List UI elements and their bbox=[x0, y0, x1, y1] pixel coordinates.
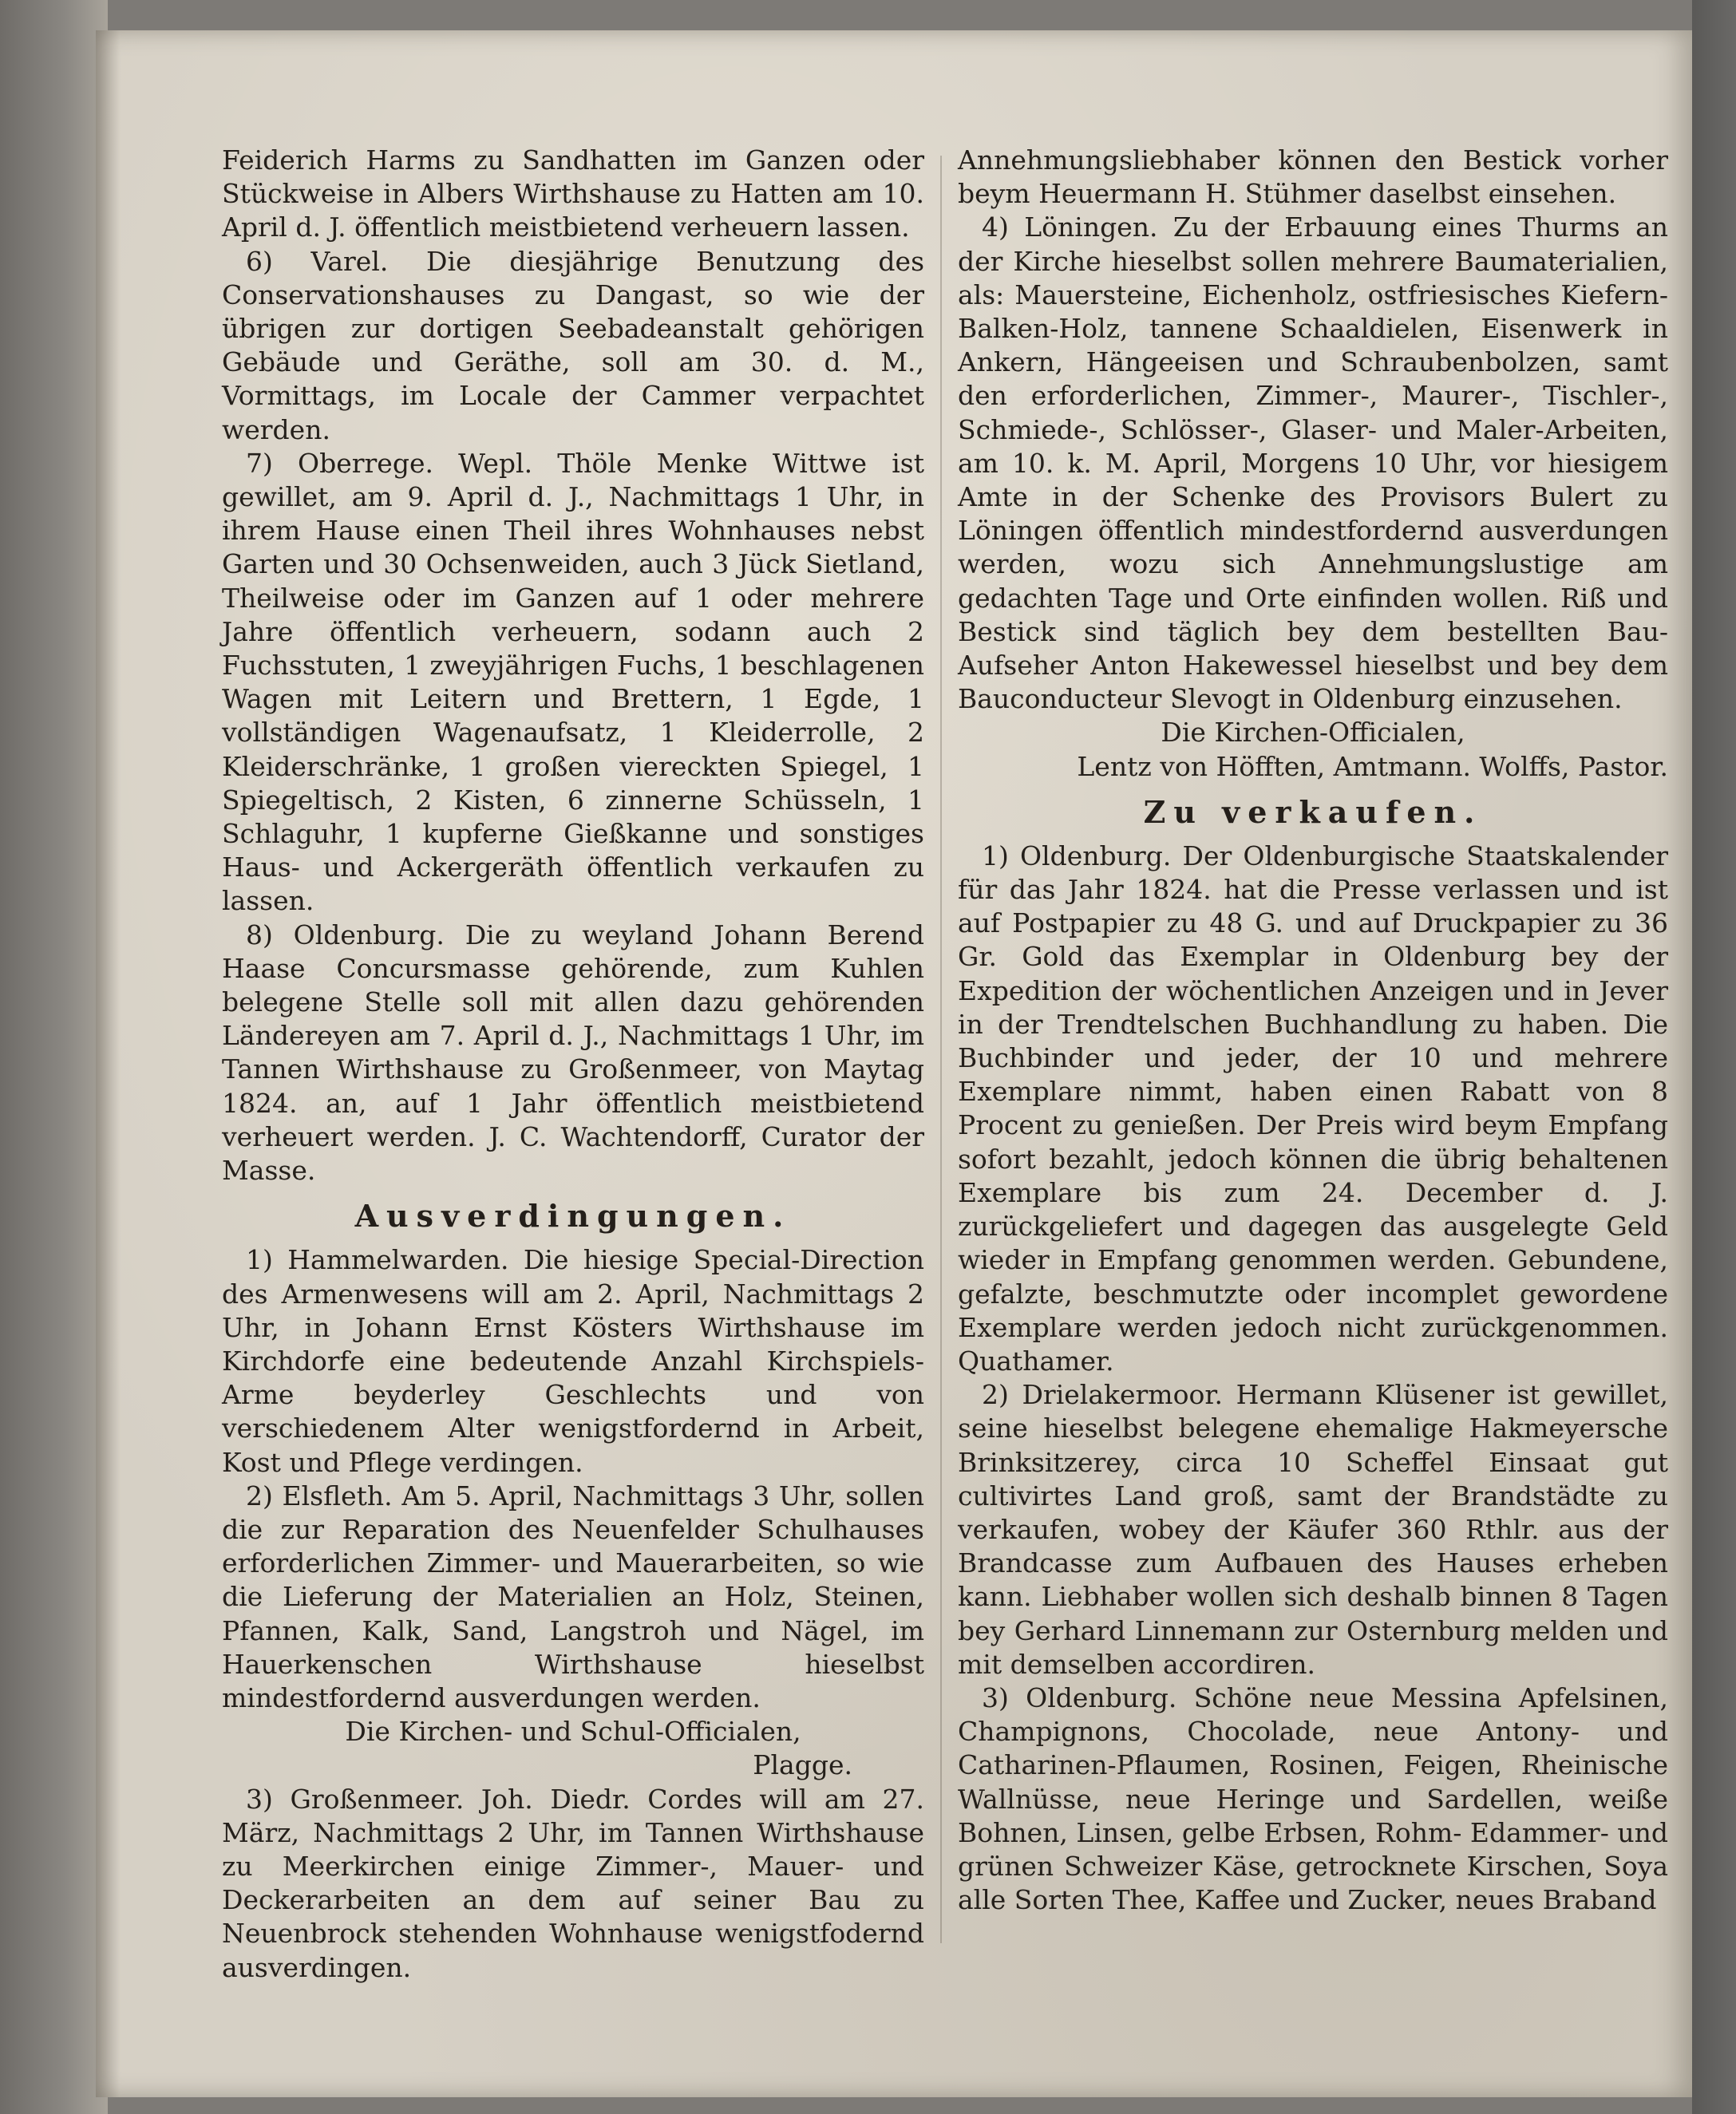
scan-background-right bbox=[1692, 0, 1736, 2114]
notice-loeningen: 4) Löningen. Zu der Erbauung eines Thurms an der Kirche hieselbst sollen mehrere Baumaterialien, als: Mauersteine, Eichenholz, ostfriesisches Kiefern-Balken-Holz, tannene Schaaldielen, Eisenwerk in Ankern, Hängeeisen und Schraubenbolzen, samt den erforderlichen, Zimmer-, Maurer-, Tischler-, Schmiede-, Schlösser-, Glaser- und Maler-Arbeiten, am 10. k. M. April, Morgens 10 Uhr, vor hiesigem Amte in der Schenke des Provisors Bulert zu Löningen öffentlich mindestfordernd ausverdungen werden, wozu sich Annehmungslustige am gedachten Tage und Orte einfinden wollen. Riß und Bestick sind täglich bey dem bestellten Bau-Aufseher Anton Hakewessel hieselbst und bey dem Bauconducteur Slevogt in Oldenburg einzusehen. bbox=[958, 211, 1668, 715]
signature-kirchen-officialen: Die Kirchen-Officialen, bbox=[1161, 717, 1465, 749]
notice-elsfleth: 2) Elsfleth. Am 5. April, Nachmittags 3 Uhr, sollen die zur Reparation des Neuenfelder Schulhauses erforderlichen Zimmer- und Mauerarbeiten, so wie die Lieferung der Materialien an Holz, Steinen, Pfannen, Kalk, Sand, Langstroh und Nägel, im Hauerkenschen Wirthshause hieselbst mindestfordernd ausverdungen werden. bbox=[222, 1480, 924, 1713]
notice-drielakermoor: 2) Drielakermoor. Hermann Klüsener ist gewillet, seine hieselbst belegene ehemalige Hakmeyersche Brinksitzerey, circa 10 Scheffel Einsaat gut cultivirtes Land groß, samt der Brandstädte zu verkaufen, wobey der Käufer 360 Rthlr. aus der Brandcasse zum Aufbauen des Hauses erheben kann. Liebhaber wollen sich deshalb binnen 8 Tagen bey Gerhard Linnemann zur Osternburg melden und mit demselben accordiren. bbox=[958, 1379, 1668, 1680]
notice-grossenmeer: 3) Großenmeer. Joh. Diedr. Cordes will am 27. März, Nachmittags 2 Uhr, im Tannen Wirthshause zu Meerkirchen einige Zimmer-, Mauer- und Deckerarbeiten an dem auf seiner Bau zu Neuenbrock stehenden Wohnhause wenigstfodernd ausverdingen. bbox=[222, 1783, 924, 1983]
notice-oldenburg-goods: 3) Oldenburg. Schöne neue Messina Apfelsinen, Champignons, Chocolade, neue Antony- und Catharinen-Pflaumen, Rosinen, Feigen, Rheinische Wallnüsse, neue Heringe und Sardellen, weiße Bohnen, Linsen, gelbe Erbsen, Rohm- Edammer- und grünen Schweizer Käse, getrocknete Kirschen, Soya alle Sorten Thee, Kaffee und Zucker, neues Braband bbox=[958, 1681, 1668, 1916]
page-gutter-shadow bbox=[96, 30, 120, 2097]
section-heading-zu-verkaufen: Zu verkaufen. bbox=[1143, 793, 1483, 830]
right-column bbox=[958, 144, 1668, 2059]
section-heading-ausverdingungen: Ausverdingungen. bbox=[354, 1198, 792, 1235]
signature-lentz-wolffs: Lentz von Höfften, Amtmann. Wolffs, Pastor. bbox=[1077, 750, 1668, 782]
notice-continuation-stuehmer: Annehmungsliebhaber können den Bestick vorher beym Heuermann H. Stühmer daselbst einsehen. bbox=[958, 144, 1668, 210]
notice-sandhatten: Feiderich Harms zu Sandhatten im Ganzen oder Stückweise in Albers Wirthshause zu Hatten am 10. April d. J. öffentlich meistbietend verheuern lassen. bbox=[222, 144, 924, 243]
signature-officials: Die Kirchen- und Schul-Officialen, bbox=[345, 1716, 801, 1748]
notice-oldenburg-haase: 8) Oldenburg. Die zu weyland Johann Berend Haase Concursmasse gehörende, zum Kuhlen belegene Stelle soll mit allen dazu gehörenden Ländereyen am 7. April d. J., Nachmittags 1 Uhr, im Tannen Wirthshause zu Großenmeer, von Maytag 1824. an, auf 1 Jahr öffentlich meistbietend verheuert werden. J. C. Wachtendorff, Curator der Masse. bbox=[222, 919, 924, 1187]
signature-plagge: Plagge. bbox=[753, 1749, 852, 1781]
notice-varel: 6) Varel. Die diesjährige Benutzung des Conservationshauses zu Dangast, so wie der übrigen zur dortigen Seebadeanstalt gehörigen Gebäude und Geräthe, soll am 30. d. M., Vormittags, im Locale der Cammer verpachtet werden. bbox=[222, 245, 924, 445]
notice-staatskalender: 1) Oldenburg. Der Oldenburgische Staatskalender für das Jahr 1824. hat die Presse verlassen und ist auf Postpapier zu 48 G. und auf Druckpapier zu 36 Gr. Gold das Exemplar in Oldenburg bey der Expedition der wöchentlichen Anzeigen und in Jever in der Trendtelschen Buchhandlung zu haben. Die Buchbinder und jeder, der 10 und mehrere Exemplare nimmt, haben einen Rabatt von 8 Procent zu genießen. Der Preis wird beym Empfang sofort bezahlt, jedoch können die übrig behaltenen Exemplare bis zum 24. December d. J. zurückgeliefert und dagegen das ausgelegte Geld wieder in Empfang genommen werden. Gebundene, gefalzte, beschmutzte oder incomplet gewordene Exemplare werden jedoch nicht zurückgenommen. Quathamer. bbox=[958, 840, 1668, 1377]
notice-oberrege: 7) Oberrege. Wepl. Thöle Menke Wittwe ist gewillet, am 9. April d. J., Nachmittags 1 Uhr, in ihrem Hause einen Theil ihres Wohnhauses nebst Garten und 30 Ochsenweiden, auch 3 Jück Sietland, Theilweise oder im Ganzen auf 1 oder mehrere Jahre öffentlich verheuern, sodann auch 2 Fuchsstuten, 1 zweyjährigen Fuchs, 1 beschlagenen Wagen mit Leitern und Brettern, 1 Egde, 1 vollständigen Wagenaufsatz, 1 Kleiderrolle, 2 Kleiderschränke, 1 großen viereckten Spiegel, 1 Spiegeltisch, 2 Kisten, 6 zinnerne Schüsseln, 1 Schlaguhr, 1 kupferne Gießkanne und sonstiges Haus- und Ackergeräth öffentlich verkaufen zu lassen. bbox=[222, 447, 924, 917]
scan-background-left bbox=[0, 0, 108, 2114]
column-divider bbox=[940, 156, 942, 1943]
notice-hammelwarden: 1) Hammelwarden. Die hiesige Special-Direction des Armenwesens will am 2. April, Nachmittags 2 Uhr, in Johann Ernst Kösters Wirthshause im Kirchdorfe eine bedeutende Anzahl Kirchspiels-Arme beyderley Geschlechts und von verschiedenem Alter wenigstfordernd in Arbeit, Kost und Pflege verdingen. bbox=[222, 1244, 924, 1478]
left-column bbox=[222, 144, 924, 2059]
